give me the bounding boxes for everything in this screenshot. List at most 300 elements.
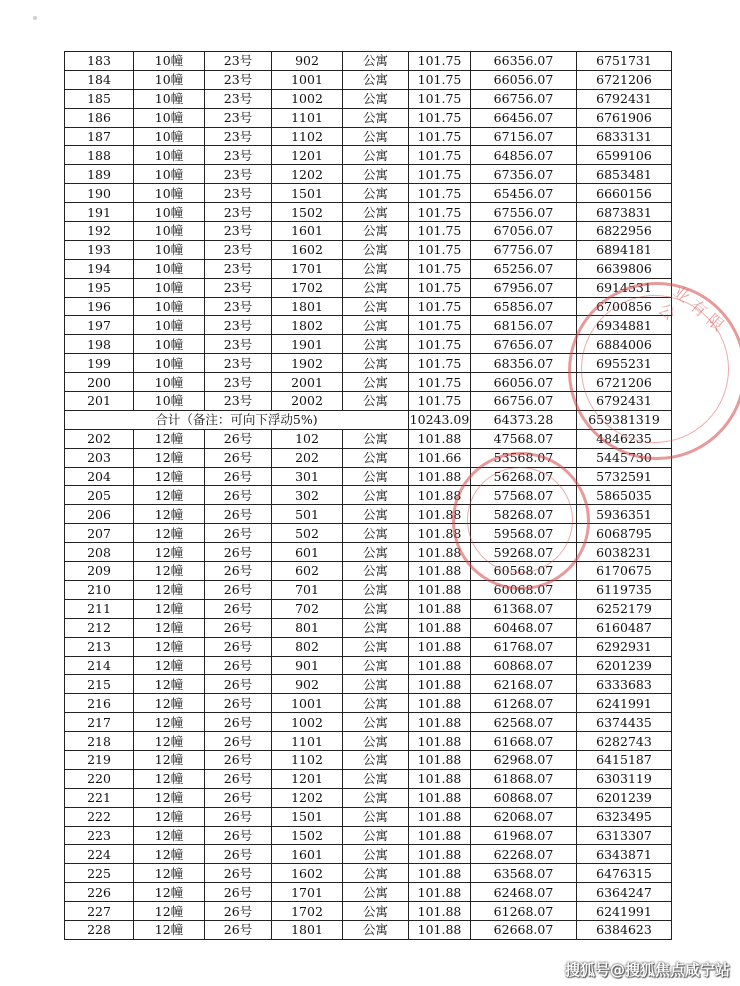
table-cell: 26号 (205, 637, 272, 656)
table-cell: 62468.07 (471, 883, 577, 902)
table-cell: 67356.07 (471, 165, 577, 184)
table-cell: 12幢 (134, 429, 205, 448)
table-cell: 209 (65, 562, 134, 581)
table-cell: 26号 (205, 883, 272, 902)
table-cell: 26号 (205, 902, 272, 921)
table-cell: 101.75 (409, 335, 471, 354)
table-cell: 67656.07 (471, 335, 577, 354)
table-cell: 23号 (205, 335, 272, 354)
table-row (65, 732, 672, 751)
table-cell: 公寓 (343, 316, 409, 335)
table-row (65, 222, 672, 241)
table-cell: 901 (272, 656, 343, 675)
table-cell: 302 (272, 486, 343, 505)
table-cell: 6792431 (577, 89, 672, 108)
subtotal-total: 659381319 (577, 410, 672, 429)
table-cell: 101.88 (409, 675, 471, 694)
table-cell: 227 (65, 902, 134, 921)
table-cell: 101.75 (409, 373, 471, 392)
table-cell: 63568.07 (471, 864, 577, 883)
table-cell: 10幢 (134, 70, 205, 89)
table-cell: 101.75 (409, 89, 471, 108)
table-cell: 1102 (272, 750, 343, 769)
table-cell: 197 (65, 316, 134, 335)
table-cell: 26号 (205, 562, 272, 581)
table-cell: 62668.07 (471, 920, 577, 939)
table-cell: 64856.07 (471, 146, 577, 165)
table-row (65, 127, 672, 146)
table-cell: 公寓 (343, 826, 409, 845)
table-cell: 6761906 (577, 108, 672, 127)
table-cell: 公寓 (343, 599, 409, 618)
table-cell: 6170675 (577, 562, 672, 581)
table-cell: 23号 (205, 316, 272, 335)
table-cell: 12幢 (134, 580, 205, 599)
table-cell: 56268.07 (471, 467, 577, 486)
table-cell: 201 (65, 392, 134, 411)
table-cell: 66756.07 (471, 89, 577, 108)
table-cell: 23号 (205, 70, 272, 89)
table-cell: 217 (65, 713, 134, 732)
table-cell: 61268.07 (471, 694, 577, 713)
table-cell: 12幢 (134, 694, 205, 713)
table-cell: 1801 (272, 297, 343, 316)
table-cell: 701 (272, 580, 343, 599)
table-cell: 公寓 (343, 429, 409, 448)
table-cell: 10幢 (134, 354, 205, 373)
table-row (65, 505, 672, 524)
table-cell: 101.88 (409, 864, 471, 883)
table-cell: 204 (65, 467, 134, 486)
table-cell: 58268.07 (471, 505, 577, 524)
table-cell: 202 (65, 429, 134, 448)
table-cell: 1101 (272, 732, 343, 751)
table-row (65, 89, 672, 108)
table-cell: 207 (65, 524, 134, 543)
table-cell: 公寓 (343, 864, 409, 883)
table-cell: 101.75 (409, 354, 471, 373)
table-row (65, 769, 672, 788)
table-cell: 6822956 (577, 222, 672, 241)
table-row (65, 184, 672, 203)
table-cell: 6721206 (577, 373, 672, 392)
table-cell: 公寓 (343, 278, 409, 297)
table-cell: 185 (65, 89, 134, 108)
table-cell: 47568.07 (471, 429, 577, 448)
table-cell: 6201239 (577, 788, 672, 807)
table-cell: 67056.07 (471, 222, 577, 241)
table-cell: 公寓 (343, 524, 409, 543)
table-row (65, 373, 672, 392)
table-cell: 6833131 (577, 127, 672, 146)
table-row (65, 429, 672, 448)
table-cell: 公寓 (343, 373, 409, 392)
table-cell: 101.88 (409, 845, 471, 864)
table-cell: 101.88 (409, 713, 471, 732)
table-cell: 219 (65, 750, 134, 769)
table-cell: 10幢 (134, 392, 205, 411)
table-cell: 26号 (205, 713, 272, 732)
table-cell: 公寓 (343, 580, 409, 599)
table-cell: 101.88 (409, 656, 471, 675)
table-cell: 67956.07 (471, 278, 577, 297)
table-cell: 224 (65, 845, 134, 864)
table-cell: 6384623 (577, 920, 672, 939)
table-cell: 公寓 (343, 354, 409, 373)
table-cell: 802 (272, 637, 343, 656)
table-cell: 1501 (272, 807, 343, 826)
table-row (65, 278, 672, 297)
table-cell: 6873831 (577, 203, 672, 222)
table-cell: 194 (65, 259, 134, 278)
table-cell: 26号 (205, 580, 272, 599)
table-row (65, 902, 672, 921)
table-cell: 60068.07 (471, 580, 577, 599)
table-row (65, 467, 672, 486)
table-cell: 10幢 (134, 335, 205, 354)
table-cell: 26号 (205, 807, 272, 826)
table-cell: 23号 (205, 89, 272, 108)
table-cell: 102 (272, 429, 343, 448)
table-cell: 101.88 (409, 883, 471, 902)
table-row (65, 543, 672, 562)
table-cell: 公寓 (343, 448, 409, 467)
table-cell: 4846235 (577, 429, 672, 448)
table-cell: 101.75 (409, 259, 471, 278)
table-row (65, 108, 672, 127)
table-row (65, 562, 672, 581)
table-cell: 23号 (205, 165, 272, 184)
table-cell: 公寓 (343, 259, 409, 278)
seal-text: 业有限公 (654, 281, 733, 339)
table-cell: 1202 (272, 788, 343, 807)
table-cell: 公寓 (343, 902, 409, 921)
table-cell: 1501 (272, 184, 343, 203)
table-row (65, 750, 672, 769)
table-cell: 公寓 (343, 184, 409, 203)
table-row (65, 920, 672, 939)
table-cell: 101.88 (409, 807, 471, 826)
table-cell: 101.75 (409, 146, 471, 165)
table-cell: 6792431 (577, 392, 672, 411)
table-cell: 66756.07 (471, 392, 577, 411)
table-cell: 101.88 (409, 543, 471, 562)
table-cell: 12幢 (134, 467, 205, 486)
table-cell: 公寓 (343, 89, 409, 108)
table-cell: 101.88 (409, 826, 471, 845)
table-cell: 12幢 (134, 883, 205, 902)
table-cell: 67556.07 (471, 203, 577, 222)
table-cell: 23号 (205, 203, 272, 222)
table-cell: 公寓 (343, 297, 409, 316)
table-cell: 189 (65, 165, 134, 184)
table-cell: 101.75 (409, 240, 471, 259)
table-cell: 1502 (272, 203, 343, 222)
table-cell: 6955231 (577, 354, 672, 373)
table-cell: 12幢 (134, 524, 205, 543)
table-cell: 公寓 (343, 883, 409, 902)
table-cell: 216 (65, 694, 134, 713)
table-cell: 101.88 (409, 920, 471, 939)
table-cell: 101.75 (409, 108, 471, 127)
table-cell: 195 (65, 278, 134, 297)
table-cell: 66356.07 (471, 52, 577, 71)
table-cell: 220 (65, 769, 134, 788)
table-cell: 60868.07 (471, 788, 577, 807)
table-cell: 12幢 (134, 750, 205, 769)
table-cell: 6160487 (577, 618, 672, 637)
table-cell: 215 (65, 675, 134, 694)
table-cell: 23号 (205, 146, 272, 165)
table-cell: 53568.07 (471, 448, 577, 467)
table-cell: 12幢 (134, 618, 205, 637)
table-cell: 101.75 (409, 52, 471, 71)
table-cell: 226 (65, 883, 134, 902)
table-cell: 26号 (205, 467, 272, 486)
table-cell: 6323495 (577, 807, 672, 826)
table-cell: 26号 (205, 769, 272, 788)
table-cell: 1002 (272, 89, 343, 108)
table-cell: 公寓 (343, 920, 409, 939)
table-cell: 公寓 (343, 240, 409, 259)
table-row (65, 826, 672, 845)
table-cell: 1901 (272, 335, 343, 354)
table-row (65, 448, 672, 467)
table-cell: 203 (65, 448, 134, 467)
table-cell: 12幢 (134, 713, 205, 732)
table-cell: 1602 (272, 864, 343, 883)
subtotal-unit-price: 64373.28 (471, 410, 577, 429)
table-cell: 101.88 (409, 505, 471, 524)
table-cell: 62968.07 (471, 750, 577, 769)
table-cell: 190 (65, 184, 134, 203)
table-cell: 101.88 (409, 694, 471, 713)
table-cell: 68356.07 (471, 354, 577, 373)
table-cell: 67156.07 (471, 127, 577, 146)
table-cell: 6415187 (577, 750, 672, 769)
table-cell: 23号 (205, 127, 272, 146)
table-cell: 公寓 (343, 108, 409, 127)
table-cell: 公寓 (343, 203, 409, 222)
table-cell: 6599106 (577, 146, 672, 165)
table-cell: 公寓 (343, 713, 409, 732)
table-row (65, 618, 672, 637)
table-cell: 12幢 (134, 599, 205, 618)
table-cell: 23号 (205, 354, 272, 373)
table-cell: 26号 (205, 845, 272, 864)
table-cell: 10幢 (134, 240, 205, 259)
table-cell: 26号 (205, 656, 272, 675)
table-cell: 12幢 (134, 486, 205, 505)
table-cell: 187 (65, 127, 134, 146)
table-row (65, 524, 672, 543)
table-cell: 23号 (205, 184, 272, 203)
table-cell: 601 (272, 543, 343, 562)
table-cell: 61868.07 (471, 769, 577, 788)
table-cell: 6660156 (577, 184, 672, 203)
table-cell: 公寓 (343, 637, 409, 656)
table-cell: 1601 (272, 222, 343, 241)
table-cell: 101.66 (409, 448, 471, 467)
table-cell: 10幢 (134, 316, 205, 335)
table-cell: 1102 (272, 127, 343, 146)
table-cell: 66456.07 (471, 108, 577, 127)
table-cell: 6201239 (577, 656, 672, 675)
table-cell: 2002 (272, 392, 343, 411)
table-cell: 198 (65, 335, 134, 354)
table-cell: 公寓 (343, 807, 409, 826)
subtotal-label: 合计（备注：可向下浮动5%) (65, 410, 409, 429)
table-cell: 59568.07 (471, 524, 577, 543)
table-cell: 1801 (272, 920, 343, 939)
table-row (65, 807, 672, 826)
table-cell: 公寓 (343, 467, 409, 486)
table-cell: 60868.07 (471, 656, 577, 675)
table-cell: 1702 (272, 902, 343, 921)
table-row (65, 203, 672, 222)
table-cell: 公寓 (343, 788, 409, 807)
table-cell: 12幢 (134, 675, 205, 694)
table-cell: 208 (65, 543, 134, 562)
table-row (65, 675, 672, 694)
table-cell: 公寓 (343, 694, 409, 713)
table-row (65, 694, 672, 713)
table-cell: 101.75 (409, 297, 471, 316)
table-cell: 公寓 (343, 618, 409, 637)
table-cell: 26号 (205, 543, 272, 562)
table-cell: 公寓 (343, 52, 409, 71)
table-cell: 10幢 (134, 373, 205, 392)
table-cell: 205 (65, 486, 134, 505)
table-row (65, 146, 672, 165)
table-cell: 62568.07 (471, 713, 577, 732)
table-cell: 1001 (272, 694, 343, 713)
table-cell: 184 (65, 70, 134, 89)
table-cell: 196 (65, 297, 134, 316)
table-cell: 26号 (205, 920, 272, 939)
table-cell: 65856.07 (471, 297, 577, 316)
table-cell: 5445730 (577, 448, 672, 467)
table-cell: 公寓 (343, 70, 409, 89)
table-cell: 101.88 (409, 486, 471, 505)
table-cell: 101.88 (409, 580, 471, 599)
table-cell: 6241991 (577, 694, 672, 713)
table-cell: 26号 (205, 732, 272, 751)
table-cell: 26号 (205, 675, 272, 694)
table-cell: 10幢 (134, 278, 205, 297)
table-cell: 221 (65, 788, 134, 807)
table-row (65, 335, 672, 354)
table-row (65, 599, 672, 618)
table-cell: 公寓 (343, 750, 409, 769)
table-cell: 223 (65, 826, 134, 845)
price-table-body (65, 52, 672, 940)
table-cell: 60568.07 (471, 562, 577, 581)
table-cell: 公寓 (343, 165, 409, 184)
table-cell: 66056.07 (471, 373, 577, 392)
table-cell: 公寓 (343, 505, 409, 524)
table-row (65, 637, 672, 656)
table-cell: 10幢 (134, 52, 205, 71)
table-cell: 12幢 (134, 562, 205, 581)
table-cell: 12幢 (134, 656, 205, 675)
table-row (65, 259, 672, 278)
table-cell: 61968.07 (471, 826, 577, 845)
table-cell: 6282743 (577, 732, 672, 751)
table-row (65, 788, 672, 807)
table-cell: 211 (65, 599, 134, 618)
table-row (65, 883, 672, 902)
table-cell: 12幢 (134, 637, 205, 656)
table-cell: 公寓 (343, 392, 409, 411)
table-cell: 12幢 (134, 448, 205, 467)
table-cell: 6303119 (577, 769, 672, 788)
table-cell: 23号 (205, 108, 272, 127)
table-cell: 301 (272, 467, 343, 486)
source-watermark: 搜狐号@搜狐焦点咸宁站 (564, 961, 730, 979)
table-cell: 1201 (272, 146, 343, 165)
table-row (65, 864, 672, 883)
table-cell: 213 (65, 637, 134, 656)
table-cell: 65456.07 (471, 184, 577, 203)
table-row (65, 486, 672, 505)
table-cell: 101.88 (409, 637, 471, 656)
table-cell: 6751731 (577, 52, 672, 71)
table-cell: 1101 (272, 108, 343, 127)
table-row (65, 165, 672, 184)
table-cell: 公寓 (343, 656, 409, 675)
table-cell: 23号 (205, 297, 272, 316)
table-cell: 214 (65, 656, 134, 675)
table-row (65, 392, 672, 411)
table-cell: 501 (272, 505, 343, 524)
table-cell: 101.88 (409, 562, 471, 581)
table-cell: 1502 (272, 826, 343, 845)
table-cell: 2001 (272, 373, 343, 392)
price-table (64, 51, 672, 940)
table-cell: 10幢 (134, 89, 205, 108)
table-cell: 210 (65, 580, 134, 599)
table-cell: 1602 (272, 240, 343, 259)
table-cell: 1902 (272, 354, 343, 373)
table-cell: 6343871 (577, 845, 672, 864)
table-cell: 26号 (205, 524, 272, 543)
table-cell: 193 (65, 240, 134, 259)
table-cell: 6700856 (577, 297, 672, 316)
table-cell: 902 (272, 52, 343, 71)
table-cell: 26号 (205, 486, 272, 505)
table-cell: 10幢 (134, 165, 205, 184)
table-row (65, 52, 672, 71)
table-cell: 1701 (272, 259, 343, 278)
table-cell: 101.75 (409, 165, 471, 184)
table-cell: 23号 (205, 392, 272, 411)
table-cell: 188 (65, 146, 134, 165)
table-cell: 10幢 (134, 222, 205, 241)
table-cell: 801 (272, 618, 343, 637)
table-cell: 26号 (205, 750, 272, 769)
table-cell: 222 (65, 807, 134, 826)
table-cell: 212 (65, 618, 134, 637)
table-cell: 101.88 (409, 599, 471, 618)
table-cell: 57568.07 (471, 486, 577, 505)
table-cell: 公寓 (343, 486, 409, 505)
table-cell: 202 (272, 448, 343, 467)
table-cell: 1702 (272, 278, 343, 297)
table-cell: 12幢 (134, 845, 205, 864)
table-row (65, 316, 672, 335)
table-cell: 10幢 (134, 108, 205, 127)
